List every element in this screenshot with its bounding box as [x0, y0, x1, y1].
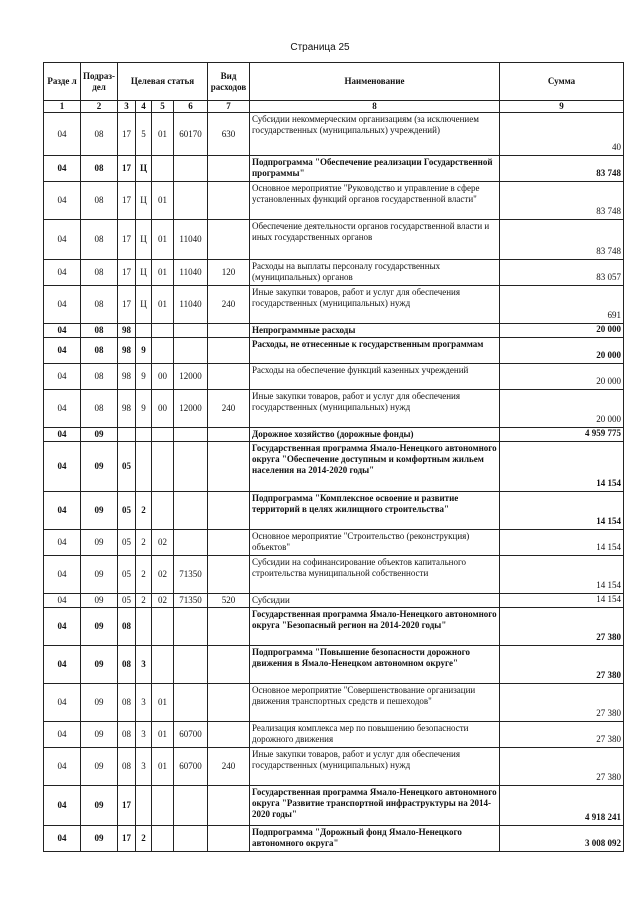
vid-cell: 520	[208, 594, 250, 608]
podrazdel-cell: 08	[81, 156, 118, 182]
subprogram-code-cell: 3	[136, 684, 152, 722]
program-code-cell: 98	[118, 324, 136, 338]
program-code-cell: 17	[118, 113, 136, 156]
program-code-cell: 98	[118, 390, 136, 428]
program-code-cell: 17	[118, 156, 136, 182]
direction-code-cell: 12000	[174, 364, 208, 390]
vid-cell	[208, 364, 250, 390]
sum-cell: 83 748	[500, 182, 624, 220]
name-cell: Государственная программа Ямало-Ненецкого автономного округа "Развитие транспортной инфраструктуры на 2014-2020 годы"	[250, 786, 500, 826]
table-row	[44, 530, 624, 556]
razdel-cell: 04	[44, 722, 81, 748]
razdel-cell: 04	[44, 260, 81, 286]
podrazdel-cell: 09	[81, 442, 118, 492]
program-code-cell: 08	[118, 684, 136, 722]
name-cell: Расходы, не отнесенные к государственным программам	[250, 338, 500, 364]
event-code-cell: 02	[152, 556, 174, 594]
podrazdel-cell: 09	[81, 608, 118, 646]
event-code-cell: 00	[152, 390, 174, 428]
subprogram-code-cell	[136, 608, 152, 646]
subprogram-code-cell: 9	[136, 364, 152, 390]
direction-code-cell	[174, 442, 208, 492]
name-cell: Субсидии на софинансирование объектов капитального строительства муниципальной собственности	[250, 556, 500, 594]
sum-cell: 83 748	[500, 156, 624, 182]
vid-cell	[208, 826, 250, 852]
podrazdel-cell: 08	[81, 260, 118, 286]
event-code-cell: 02	[152, 594, 174, 608]
razdel-cell: 04	[44, 594, 81, 608]
name-cell: Подпрограмма "Обеспечение реализации Государственной программы"	[250, 156, 500, 182]
header-vid: Вид расходов	[208, 63, 250, 101]
sum-cell: 3 008 092	[500, 826, 624, 852]
sum-cell: 20 000	[500, 390, 624, 428]
table-row	[44, 608, 624, 646]
name-cell: Подпрограмма "Комплексное освоение и развитие территорий в целях жилищного строительства"	[250, 492, 500, 530]
name-cell: Основное мероприятие "Совершенствование организации движения транспортных средств и пешеходов"	[250, 684, 500, 722]
program-code-cell: 08	[118, 748, 136, 786]
program-code-cell: 05	[118, 556, 136, 594]
razdel-cell: 04	[44, 556, 81, 594]
name-cell: Подпрограмма "Повышение безопасности дорожного движения в Ямало-Ненецком автономном округе"	[250, 646, 500, 684]
program-code-cell: 08	[118, 722, 136, 748]
table-row	[44, 786, 624, 826]
col-number: 3	[118, 101, 136, 113]
razdel-cell: 04	[44, 364, 81, 390]
program-code-cell: 17	[118, 220, 136, 260]
header-name: Наименование	[250, 63, 500, 101]
program-code-cell: 17	[118, 286, 136, 324]
direction-code-cell: 11040	[174, 260, 208, 286]
direction-code-cell	[174, 826, 208, 852]
direction-code-cell: 12000	[174, 390, 208, 428]
header-target: Целевая статья	[118, 63, 208, 101]
program-code-cell: 05	[118, 594, 136, 608]
event-code-cell: 01	[152, 260, 174, 286]
razdel-cell: 04	[44, 684, 81, 722]
column-numbers-row	[44, 101, 624, 113]
table-row	[44, 684, 624, 722]
subprogram-code-cell	[136, 428, 152, 442]
direction-code-cell	[174, 156, 208, 182]
table-row	[44, 826, 624, 852]
header-podrazdel: Подраз- дел	[81, 63, 118, 101]
table-row	[44, 113, 624, 156]
vid-cell	[208, 428, 250, 442]
table-row	[44, 646, 624, 684]
sum-cell: 20 000	[500, 338, 624, 364]
razdel-cell: 04	[44, 646, 81, 684]
vid-cell: 240	[208, 748, 250, 786]
col-number: 9	[500, 101, 624, 113]
event-code-cell: 02	[152, 530, 174, 556]
podrazdel-cell: 09	[81, 684, 118, 722]
subprogram-code-cell: 3	[136, 748, 152, 786]
podrazdel-cell: 09	[81, 646, 118, 684]
vid-cell	[208, 220, 250, 260]
razdel-cell: 04	[44, 492, 81, 530]
razdel-cell: 04	[44, 786, 81, 826]
sum-cell: 27 380	[500, 722, 624, 748]
table-row	[44, 492, 624, 530]
event-code-cell	[152, 826, 174, 852]
direction-code-cell	[174, 492, 208, 530]
sum-cell: 14 154	[500, 442, 624, 492]
name-cell: Основное мероприятие "Строительство (реконструкция) объектов"	[250, 530, 500, 556]
vid-cell	[208, 646, 250, 684]
event-code-cell: 01	[152, 220, 174, 260]
podrazdel-cell: 09	[81, 594, 118, 608]
razdel-cell: 04	[44, 182, 81, 220]
podrazdel-cell: 09	[81, 556, 118, 594]
podrazdel-cell: 08	[81, 182, 118, 220]
budget-table	[43, 62, 624, 852]
podrazdel-cell: 08	[81, 220, 118, 260]
podrazdel-cell: 08	[81, 324, 118, 338]
vid-cell	[208, 722, 250, 748]
vid-cell	[208, 786, 250, 826]
table-row	[44, 324, 624, 338]
col-number: 2	[81, 101, 118, 113]
table-row	[44, 260, 624, 286]
program-code-cell: 05	[118, 492, 136, 530]
name-cell: Непрограммные расходы	[250, 324, 500, 338]
vid-cell	[208, 442, 250, 492]
program-code-cell	[118, 428, 136, 442]
razdel-cell: 04	[44, 428, 81, 442]
direction-code-cell	[174, 428, 208, 442]
podrazdel-cell: 09	[81, 492, 118, 530]
razdel-cell: 04	[44, 608, 81, 646]
razdel-cell: 04	[44, 113, 81, 156]
event-code-cell: 01	[152, 748, 174, 786]
name-cell: Иные закупки товаров, работ и услуг для обеспечения государственных (муниципальных) нужд	[250, 390, 500, 428]
subprogram-code-cell: Ц	[136, 286, 152, 324]
podrazdel-cell: 09	[81, 826, 118, 852]
direction-code-cell: 11040	[174, 286, 208, 324]
table-row	[44, 748, 624, 786]
program-code-cell: 98	[118, 338, 136, 364]
event-code-cell: 00	[152, 364, 174, 390]
subprogram-code-cell	[136, 442, 152, 492]
name-cell: Дорожное хозяйство (дорожные фонды)	[250, 428, 500, 442]
sum-cell: 40	[500, 113, 624, 156]
sum-cell: 14 154	[500, 556, 624, 594]
event-code-cell	[152, 338, 174, 364]
col-number: 4	[136, 101, 152, 113]
direction-code-cell: 60700	[174, 722, 208, 748]
subprogram-code-cell: 3	[136, 722, 152, 748]
podrazdel-cell: 09	[81, 786, 118, 826]
table-row	[44, 156, 624, 182]
table-row	[44, 594, 624, 608]
col-number: 6	[174, 101, 208, 113]
event-code-cell	[152, 492, 174, 530]
podrazdel-cell: 08	[81, 286, 118, 324]
subprogram-code-cell: 2	[136, 530, 152, 556]
event-code-cell	[152, 156, 174, 182]
razdel-cell: 04	[44, 826, 81, 852]
direction-code-cell	[174, 608, 208, 646]
program-code-cell: 05	[118, 442, 136, 492]
table-row	[44, 390, 624, 428]
direction-code-cell	[174, 646, 208, 684]
subprogram-code-cell: 3	[136, 646, 152, 684]
event-code-cell: 01	[152, 722, 174, 748]
subprogram-code-cell: 2	[136, 826, 152, 852]
podrazdel-cell: 09	[81, 530, 118, 556]
program-code-cell: 05	[118, 530, 136, 556]
program-code-cell: 17	[118, 182, 136, 220]
subprogram-code-cell: 9	[136, 390, 152, 428]
razdel-cell: 04	[44, 338, 81, 364]
program-code-cell: 98	[118, 364, 136, 390]
name-cell: Реализация комплекса мер по повышению безопасности дорожного движения	[250, 722, 500, 748]
razdel-cell: 04	[44, 156, 81, 182]
vid-cell	[208, 156, 250, 182]
col-number: 5	[152, 101, 174, 113]
razdel-cell: 04	[44, 390, 81, 428]
vid-cell	[208, 684, 250, 722]
sum-cell: 27 380	[500, 646, 624, 684]
page-title: Страница 25	[290, 42, 350, 53]
event-code-cell: 01	[152, 286, 174, 324]
direction-code-cell	[174, 182, 208, 220]
col-number: 1	[44, 101, 81, 113]
table-row	[44, 722, 624, 748]
subprogram-code-cell: Ц	[136, 220, 152, 260]
name-cell: Государственная программа Ямало-Ненецкого автономного округа "Обеспечение доступным и комфортным жильем населения на 2014-2020 годы"	[250, 442, 500, 492]
program-code-cell: 08	[118, 646, 136, 684]
event-code-cell	[152, 646, 174, 684]
direction-code-cell: 60170	[174, 113, 208, 156]
subprogram-code-cell	[136, 324, 152, 338]
sum-cell: 27 380	[500, 684, 624, 722]
event-code-cell	[152, 324, 174, 338]
subprogram-code-cell: 9	[136, 338, 152, 364]
podrazdel-cell: 08	[81, 113, 118, 156]
program-code-cell: 17	[118, 826, 136, 852]
event-code-cell	[152, 428, 174, 442]
name-cell: Подпрограмма "Дорожный фонд Ямало-Ненецкого автономного округа"	[250, 826, 500, 852]
subprogram-code-cell	[136, 786, 152, 826]
razdel-cell: 04	[44, 286, 81, 324]
subprogram-code-cell: 5	[136, 113, 152, 156]
direction-code-cell: 71350	[174, 594, 208, 608]
razdel-cell: 04	[44, 220, 81, 260]
direction-code-cell	[174, 324, 208, 338]
event-code-cell	[152, 608, 174, 646]
name-cell: Основное мероприятие "Руководство и управление в сфере установленных функций органов государственной власти"	[250, 182, 500, 220]
podrazdel-cell: 08	[81, 364, 118, 390]
sum-cell: 83 057	[500, 260, 624, 286]
podrazdel-cell: 09	[81, 722, 118, 748]
sum-cell: 20 000	[500, 364, 624, 390]
name-cell: Иные закупки товаров, работ и услуг для обеспечения государственных (муниципальных) нужд	[250, 748, 500, 786]
table-row	[44, 442, 624, 492]
name-cell: Расходы на выплаты персоналу государственных (муниципальных) органов	[250, 260, 500, 286]
razdel-cell: 04	[44, 530, 81, 556]
event-code-cell: 01	[152, 684, 174, 722]
direction-code-cell: 60700	[174, 748, 208, 786]
sum-cell: 14 154	[500, 492, 624, 530]
table-row	[44, 338, 624, 364]
sum-cell: 83 748	[500, 220, 624, 260]
podrazdel-cell: 08	[81, 338, 118, 364]
direction-code-cell: 11040	[174, 220, 208, 260]
sum-cell: 4 918 241	[500, 786, 624, 826]
direction-code-cell	[174, 786, 208, 826]
program-code-cell: 17	[118, 260, 136, 286]
vid-cell	[208, 492, 250, 530]
direction-code-cell	[174, 338, 208, 364]
event-code-cell: 01	[152, 182, 174, 220]
sum-cell: 691	[500, 286, 624, 324]
vid-cell	[208, 338, 250, 364]
table-body	[44, 113, 624, 852]
header-row	[44, 63, 624, 101]
table-row	[44, 364, 624, 390]
podrazdel-cell: 09	[81, 428, 118, 442]
name-cell: Государственная программа Ямало-Ненецкого автономного округа "Безопасный регион на 2014-2020 годы"	[250, 608, 500, 646]
vid-cell: 240	[208, 286, 250, 324]
sum-cell: 14 154	[500, 530, 624, 556]
subprogram-code-cell: 2	[136, 556, 152, 594]
table-row	[44, 428, 624, 442]
vid-cell	[208, 608, 250, 646]
podrazdel-cell: 09	[81, 748, 118, 786]
col-number: 8	[250, 101, 500, 113]
name-cell: Обеспечение деятельности органов государственной власти и иных государственных органов	[250, 220, 500, 260]
razdel-cell: 04	[44, 442, 81, 492]
name-cell: Субсидии	[250, 594, 500, 608]
subprogram-code-cell: 2	[136, 492, 152, 530]
table-row	[44, 182, 624, 220]
razdel-cell: 04	[44, 748, 81, 786]
header-razdel: Разде л	[44, 63, 81, 101]
table-row	[44, 220, 624, 260]
sum-cell: 14 154	[500, 594, 624, 608]
sum-cell: 27 380	[500, 748, 624, 786]
program-code-cell: 17	[118, 786, 136, 826]
col-number: 7	[208, 101, 250, 113]
subprogram-code-cell: Ц	[136, 182, 152, 220]
razdel-cell: 04	[44, 324, 81, 338]
vid-cell	[208, 556, 250, 594]
program-code-cell: 08	[118, 608, 136, 646]
name-cell: Иные закупки товаров, работ и услуг для обеспечения государственных (муниципальных) нужд	[250, 286, 500, 324]
direction-code-cell	[174, 530, 208, 556]
vid-cell	[208, 530, 250, 556]
vid-cell	[208, 182, 250, 220]
event-code-cell: 01	[152, 113, 174, 156]
sum-cell: 20 000	[500, 324, 624, 338]
sum-cell: 27 380	[500, 608, 624, 646]
table-row	[44, 286, 624, 324]
header-sum: Сумма	[500, 63, 624, 101]
event-code-cell	[152, 786, 174, 826]
subprogram-code-cell: Ц	[136, 260, 152, 286]
name-cell: Субсидии некоммерческим организациям (за исключением государственных (муниципальных) учреждений)	[250, 113, 500, 156]
sum-cell: 4 959 775	[500, 428, 624, 442]
table-row	[44, 556, 624, 594]
vid-cell	[208, 324, 250, 338]
vid-cell: 240	[208, 390, 250, 428]
event-code-cell	[152, 442, 174, 492]
name-cell: Расходы на обеспечение функций казенных учреждений	[250, 364, 500, 390]
direction-code-cell: 71350	[174, 556, 208, 594]
podrazdel-cell: 08	[81, 390, 118, 428]
vid-cell: 120	[208, 260, 250, 286]
vid-cell: 630	[208, 113, 250, 156]
subprogram-code-cell: 2	[136, 594, 152, 608]
direction-code-cell	[174, 684, 208, 722]
subprogram-code-cell: Ц	[136, 156, 152, 182]
